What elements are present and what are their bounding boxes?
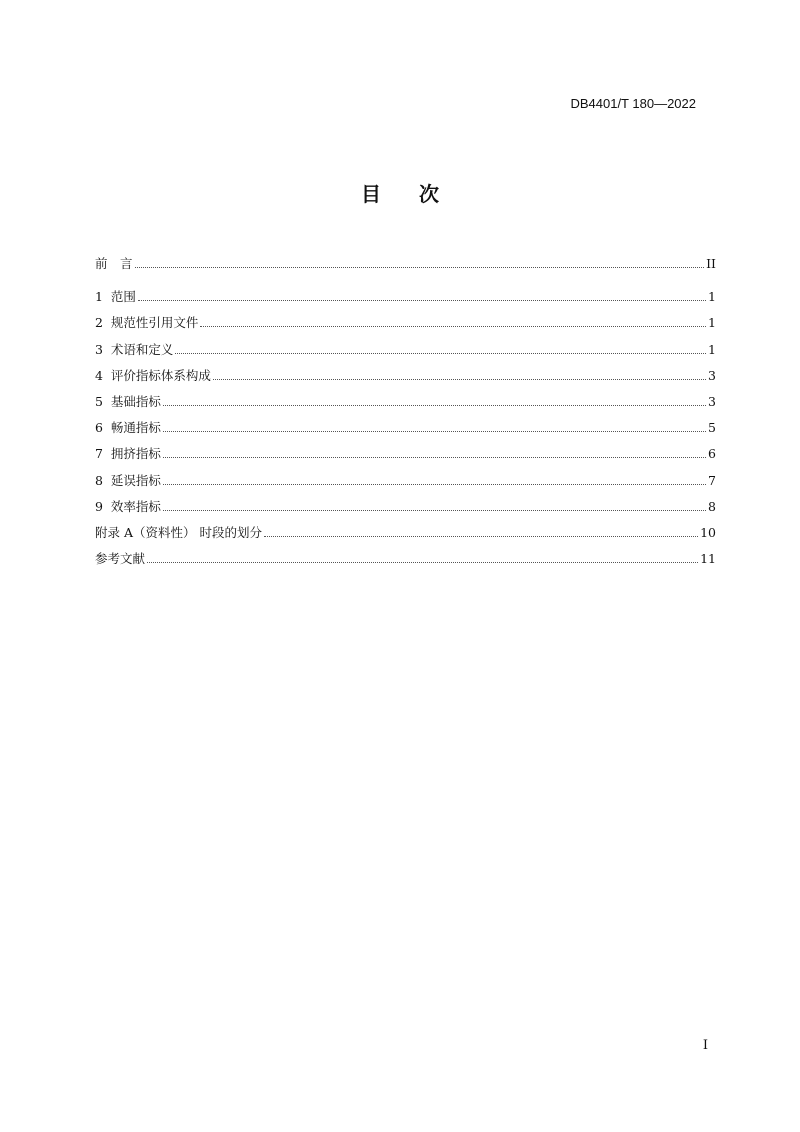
dot-leader bbox=[264, 535, 698, 537]
toc-entry-normative-references[interactable] bbox=[95, 314, 716, 340]
toc-entry-label: 9 效率指标 bbox=[95, 498, 161, 514]
table-of-contents bbox=[95, 255, 716, 576]
toc-entry-congestion-indicators[interactable] bbox=[95, 445, 716, 471]
toc-entry-delay-indicators[interactable] bbox=[95, 472, 716, 498]
toc-entry-page: II bbox=[706, 256, 716, 271]
toc-entry-page: 1 bbox=[708, 341, 716, 357]
toc-entry-label: 2 规范性引用文件 bbox=[95, 315, 199, 331]
toc-entry-page: 10 bbox=[700, 524, 716, 540]
dot-leader bbox=[135, 266, 705, 268]
toc-entry-page: 3 bbox=[708, 393, 716, 409]
dot-leader bbox=[163, 430, 706, 432]
toc-entry-label: 7 拥挤指标 bbox=[95, 446, 161, 462]
dot-leader bbox=[163, 404, 706, 406]
toc-entry-label: 3 术语和定义 bbox=[95, 341, 174, 357]
dot-leader bbox=[147, 561, 698, 563]
toc-entry-page: 6 bbox=[708, 446, 716, 462]
toc-entry-label: 1 范围 bbox=[95, 289, 136, 305]
toc-entry-label: 前 言 bbox=[95, 256, 133, 271]
toc-entry-efficiency-indicators[interactable] bbox=[95, 498, 716, 524]
toc-entry-foreword[interactable] bbox=[95, 255, 716, 281]
document-code: DB4401/T 180—2022 bbox=[570, 96, 696, 111]
toc-title-part1: 目 bbox=[361, 182, 381, 206]
toc-entry-page: 7 bbox=[708, 472, 716, 488]
toc-entry-page: 5 bbox=[708, 420, 716, 436]
toc-entry-indicator-system[interactable] bbox=[95, 367, 716, 393]
toc-entry-label: 参考文献 bbox=[95, 551, 146, 567]
dot-leader bbox=[163, 456, 706, 458]
page-number: I bbox=[702, 1038, 708, 1053]
toc-entry-label: 6 畅通指标 bbox=[95, 420, 161, 436]
toc-title bbox=[0, 178, 800, 207]
toc-entry-label: 5 基础指标 bbox=[95, 393, 161, 409]
toc-entry-terms-definitions[interactable] bbox=[95, 341, 716, 367]
toc-entry-page: 1 bbox=[708, 289, 716, 305]
toc-entry-basic-indicators[interactable] bbox=[95, 393, 716, 419]
dot-leader bbox=[213, 378, 706, 380]
toc-entry-label: 4 评价指标体系构成 bbox=[95, 367, 211, 383]
toc-entry-label: 附录 A（资料性） 时段的划分 bbox=[95, 524, 262, 540]
toc-entry-page: 11 bbox=[700, 551, 716, 567]
dot-leader bbox=[200, 325, 706, 327]
toc-entry-smoothness-indicators[interactable] bbox=[95, 419, 716, 445]
dot-leader bbox=[163, 509, 706, 511]
dot-leader bbox=[163, 483, 706, 485]
toc-entry-page: 1 bbox=[708, 315, 716, 331]
toc-title-part2: 次 bbox=[419, 182, 439, 206]
toc-entry-scope[interactable] bbox=[95, 288, 716, 314]
toc-entry-bibliography[interactable] bbox=[95, 550, 716, 576]
dot-leader bbox=[175, 352, 706, 354]
toc-entry-page: 8 bbox=[708, 498, 716, 514]
toc-entry-page: 3 bbox=[708, 367, 716, 383]
dot-leader bbox=[138, 299, 706, 301]
toc-entry-appendix-a[interactable] bbox=[95, 524, 716, 550]
toc-entry-label: 8 延误指标 bbox=[95, 472, 161, 488]
